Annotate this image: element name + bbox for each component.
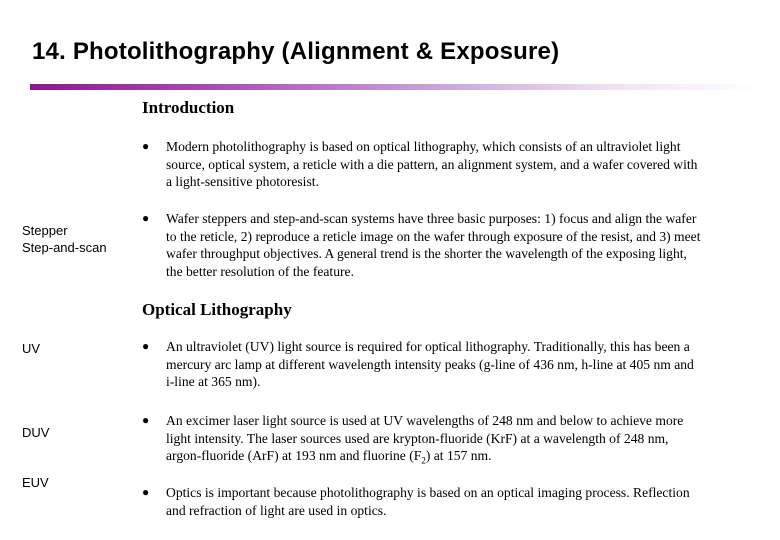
bullet-icon: ● [142,211,150,225]
title-divider [30,84,760,90]
section-heading-introduction: Introduction [142,98,235,117]
bullet-icon: ● [142,485,150,499]
side-label-stepper: Stepper [22,223,68,238]
side-label-step-and-scan: Step-and-scan [22,240,107,255]
bullet-item [142,338,702,391]
bullet-item [142,138,702,191]
bullet-icon: ● [142,139,150,153]
bullet-icon: ● [142,413,150,427]
section-heading-optical-lithography: Optical Lithography [142,300,292,319]
side-label-uv: UV [22,341,41,356]
bullet-text: Wafer steppers and step-and-scan systems have three basic purposes: 1) focus and align the wafer to the reticle, 2) reproduce a reticle image on the wafer through exposure of the resist, and 3) meet wafer throughput objectives. A general trend is the shorter the wavelength of the exposing light, the better resolution of the feature. [166,211,701,279]
bullet-item [142,210,702,280]
bullet-text: An excimer laser light source is used at UV wavelengths of 248 nm and below to achieve more light intensity. The laser sources used are krypton-fluoride (KrF) at a wavelength of 248 nm, argon-fluoride (ArF) at 193 nm and fluorine $(F_2)$ at 157 nm. [166,413,684,466]
bullet-text: Modern photolithography is based on optical lithography, which consists of an ultraviolet light source, optical system, a reticle with a die pattern, an alignment system, and a wafer covered with a light-sensitive photoresist. [166,139,698,190]
bullet-icon: ● [142,339,150,353]
bullet-text: Optics is important because photolithography is based on an optical imaging process. Reflection and refraction of light are used in optics. [166,485,690,518]
side-label-euv: EUV [22,475,49,490]
side-label-duv: DUV [22,425,50,440]
bullet-text: An ultraviolet (UV) light source is required for optical lithography. Traditionally, this has been a mercury arc lamp at different wavelength intensity peaks (g-line of 436 nm, h-line at 405 nm and i-line at 365 nm). [166,339,694,390]
bullet-item [142,412,702,471]
slide-title: 14. Photolithography (Alignment & Exposure) [32,38,560,65]
bullet-item [142,484,702,519]
